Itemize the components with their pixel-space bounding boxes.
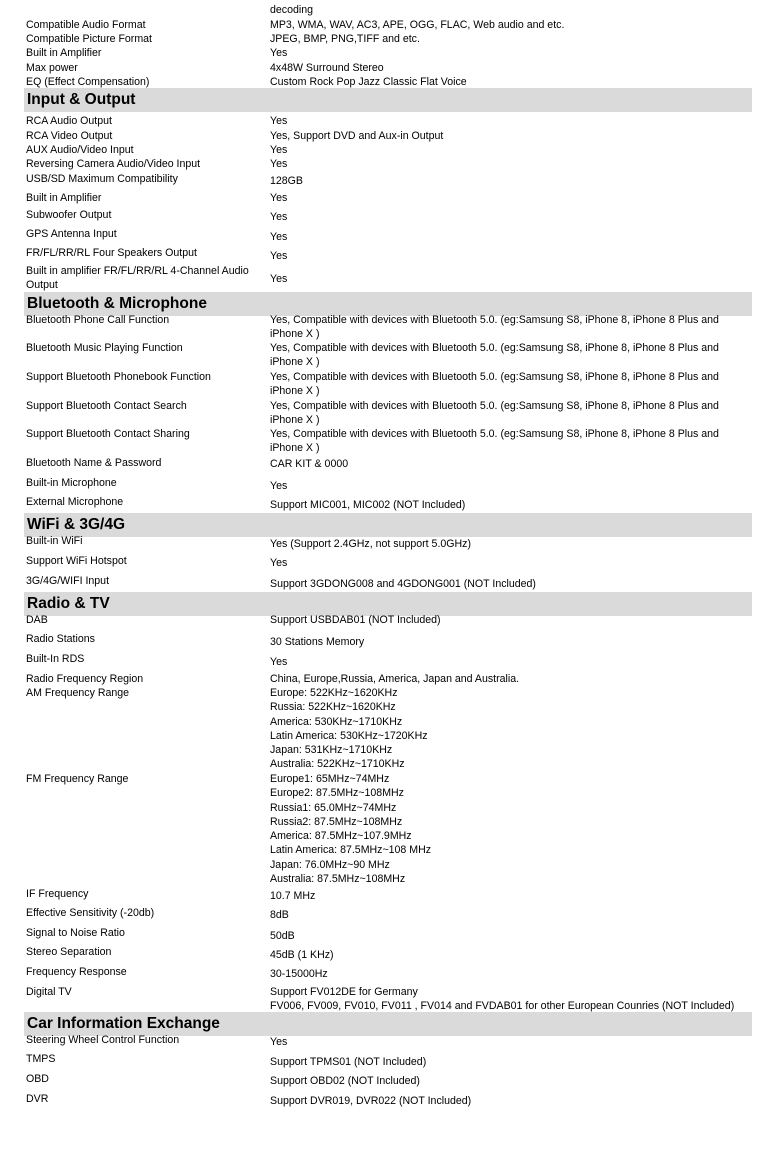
spec-value-line: MP3, WMA, WAV, AC3, APE, OGG, FLAC, Web audio and etc.	[270, 19, 565, 31]
spec-value	[270, 272, 756, 286]
spec-value-line: Support MIC001, MIC002 (NOT Included)	[270, 499, 466, 511]
spec-value-line: Yes	[270, 115, 288, 127]
spec-value	[270, 341, 756, 370]
spec-value-line: Europe2: 87.5MHz~108MHz	[270, 787, 404, 800]
spec-label: Radio Frequency Region	[26, 673, 144, 685]
spec-value-line: iPhone X )	[270, 442, 320, 455]
spec-value	[270, 556, 756, 570]
spec-value	[270, 399, 756, 428]
spec-value	[270, 655, 756, 669]
spec-value-line: 4x48W Surround Stereo	[270, 62, 384, 74]
spec-label: Frequency Response	[26, 966, 127, 978]
spec-value-line: 30 Stations Memory	[270, 636, 365, 648]
spec-value	[270, 498, 756, 512]
spec-value	[270, 3, 756, 17]
spec-value-line: decoding	[270, 4, 314, 16]
spec-value	[270, 1074, 756, 1088]
spec-value	[270, 1035, 756, 1049]
spec-label: Compatible Picture Format	[26, 33, 152, 45]
spec-label: Bluetooth Phone Call Function	[26, 314, 170, 326]
spec-value	[270, 967, 756, 981]
spec-label: RCA Audio Output	[26, 115, 112, 127]
spec-label: Built-In RDS	[26, 653, 85, 665]
spec-value-line: Russia2: 87.5MHz~108MHz	[270, 815, 403, 828]
spec-value-line: Australia: 522KHz~1710KHz	[270, 758, 405, 771]
spec-value-line: China, Europe,Russia, America, Japan and Australia.	[270, 673, 520, 685]
spec-label: Stereo Separation	[26, 946, 112, 958]
spec-label: External Microphone	[26, 496, 124, 508]
spec-value-line: Yes	[270, 480, 288, 492]
spec-value-line: Europe1: 65MHz~74MHz	[270, 773, 390, 785]
spec-label: Support Bluetooth Contact Search	[26, 400, 187, 412]
spec-value-line: Yes	[270, 158, 288, 170]
spec-value	[270, 210, 756, 224]
spec-label: Steering Wheel Control Function	[26, 1034, 180, 1046]
spec-label: Subwoofer Output	[26, 209, 112, 221]
spec-label: OBD	[26, 1073, 49, 1085]
section-title: Bluetooth & Microphone	[27, 295, 207, 312]
spec-label: Radio Stations	[26, 633, 95, 645]
spec-value	[270, 370, 756, 399]
spec-label: AM Frequency Range	[26, 687, 130, 699]
spec-value	[270, 249, 756, 263]
spec-value	[270, 479, 756, 493]
section-header	[24, 88, 752, 112]
spec-value-line: Support FV012DE for Germany	[270, 986, 418, 998]
spec-value-line: Yes, Compatible with devices with Bluetooth 5.0. (eg:Samsung S8, iPhone 8, iPhone 8 Plus and	[270, 400, 719, 412]
spec-value	[270, 672, 756, 686]
spec-label: Effective Sensitivity (-20db)	[26, 907, 155, 919]
spec-label: Digital TV	[26, 986, 72, 998]
spec-value	[270, 457, 756, 471]
spec-label: Support Bluetooth Contact Sharing	[26, 428, 190, 440]
spec-value-line: 30-15000Hz	[270, 968, 328, 980]
spec-label: Built in Amplifier	[26, 47, 102, 59]
spec-value	[270, 114, 756, 128]
spec-label: 3G/4G/WIFI Input	[26, 575, 110, 587]
spec-label: AUX Audio/Video Input	[26, 144, 134, 156]
spec-value-line: Yes	[270, 231, 288, 243]
spec-value-line: iPhone X )	[270, 414, 320, 427]
spec-value	[270, 18, 756, 32]
spec-value-line: Yes	[270, 1036, 288, 1048]
spec-value-line: 8dB	[270, 909, 289, 921]
spec-label: Reversing Camera Audio/Video Input	[26, 158, 201, 170]
spec-value	[270, 948, 756, 962]
spec-label: Built-in Microphone	[26, 477, 117, 489]
spec-value-line: Yes, Compatible with devices with Bluetooth 5.0. (eg:Samsung S8, iPhone 8, iPhone 8 Plus and	[270, 314, 719, 326]
spec-value	[270, 537, 756, 551]
spec-value-line: Support 3GDONG008 and 4GDONG001 (NOT Included)	[270, 578, 536, 590]
spec-label: GPS Antenna Input	[26, 228, 117, 240]
spec-value-line: Latin America: 530KHz~1720KHz	[270, 729, 428, 742]
spec-label: DVR	[26, 1093, 49, 1105]
spec-value	[270, 143, 756, 157]
spec-value-line: Support TPMS01 (NOT Included)	[270, 1056, 427, 1068]
spec-value-line: CAR KIT & 0000	[270, 458, 349, 470]
spec-value-line: Support USBDAB01 (NOT Included)	[270, 614, 441, 626]
spec-value-line: Latin America: 87.5MHz~108 MHz	[270, 844, 432, 857]
spec-value-line: Yes	[270, 250, 288, 262]
spec-value	[270, 577, 756, 591]
section-title: Car Information Exchange	[27, 1015, 220, 1032]
spec-label: Compatible Audio Format	[26, 19, 146, 31]
spec-label: IF Frequency	[26, 888, 89, 900]
spec-value-line: Support DVR019, DVR022 (NOT Included)	[270, 1095, 472, 1107]
spec-value	[270, 174, 756, 188]
spec-value	[270, 686, 756, 772]
spec-value-line: iPhone X )	[270, 356, 320, 369]
spec-value-line: Australia: 87.5MHz~108MHz	[270, 873, 406, 886]
spec-value-line: Japan: 76.0MHz~90 MHz	[270, 858, 390, 871]
spec-label: Support Bluetooth Phonebook Function	[26, 371, 211, 383]
spec-value-line: iPhone X )	[270, 328, 320, 341]
spec-value-line: Yes, Compatible with devices with Bluetooth 5.0. (eg:Samsung S8, iPhone 8, iPhone 8 Plus and	[270, 428, 719, 440]
spec-value-line: Yes	[270, 273, 288, 285]
spec-value-line: Europe: 522KHz~1620KHz	[270, 687, 398, 699]
spec-value-line: Yes, Compatible with devices with Bluetooth 5.0. (eg:Samsung S8, iPhone 8, iPhone 8 Plus and	[270, 342, 719, 354]
section-title: WiFi & 3G/4G	[27, 516, 126, 533]
spec-value	[270, 129, 756, 143]
spec-label: FM Frequency Range	[26, 773, 129, 785]
spec-value	[270, 427, 756, 456]
spec-value-line: Russia: 522KHz~1620KHz	[270, 701, 396, 714]
spec-value-line: Yes (Support 2.4GHz, not support 5.0GHz)	[270, 538, 471, 550]
spec-value-line: Yes	[270, 192, 288, 204]
spec-value-line: Yes	[270, 557, 288, 569]
spec-value	[270, 61, 756, 75]
spec-value-line: America: 530KHz~1710KHz	[270, 715, 403, 728]
spec-value-line: 50dB	[270, 930, 295, 942]
spec-label: DAB	[26, 614, 48, 626]
spec-value	[270, 908, 756, 922]
spec-value-line: America: 87.5MHz~107.9MHz	[270, 830, 412, 843]
spec-value	[270, 46, 756, 60]
spec-label: Built in Amplifier	[26, 192, 102, 204]
spec-value-line: Yes	[270, 656, 288, 668]
spec-value-line: Support OBD02 (NOT Included)	[270, 1075, 420, 1087]
spec-label: Bluetooth Music Playing Function	[26, 342, 183, 354]
spec-label: Max power	[26, 62, 78, 74]
spec-label: Signal to Noise Ratio	[26, 927, 125, 939]
section-title: Input & Output	[27, 91, 136, 108]
spec-label: FR/FL/RR/RL Four Speakers Output	[26, 247, 197, 259]
spec-value	[270, 613, 756, 627]
spec-value	[270, 889, 756, 903]
spec-value	[270, 929, 756, 943]
spec-value-line: Yes	[270, 144, 288, 156]
spec-label: RCA Video Output	[26, 130, 113, 142]
spec-value	[270, 635, 756, 649]
spec-label: EQ (Effect Compensation)	[26, 76, 150, 88]
spec-value	[270, 230, 756, 244]
spec-value-line: iPhone X )	[270, 385, 320, 398]
spec-value	[270, 1055, 756, 1069]
section-title: Radio & TV	[27, 595, 110, 612]
spec-value-line: Japan: 531KHz~1710KHz	[270, 744, 393, 757]
spec-value	[270, 32, 756, 46]
spec-value-line: 10.7 MHz	[270, 890, 316, 902]
spec-value-line: JPEG, BMP, PNG,TIFF and etc.	[270, 33, 420, 45]
spec-value-line: Yes, Compatible with devices with Bluetooth 5.0. (eg:Samsung S8, iPhone 8, iPhone 8 Plus and	[270, 371, 719, 383]
spec-label: USB/SD Maximum Compatibility	[26, 173, 178, 185]
spec-value-line: Yes	[270, 47, 288, 59]
spec-label: TMPS	[26, 1053, 56, 1065]
spec-value	[270, 313, 756, 342]
spec-value	[270, 1094, 756, 1108]
spec-value	[270, 985, 756, 1014]
spec-value-line: Russia1: 65.0MHz~74MHz	[270, 801, 397, 814]
spec-label: Bluetooth Name & Password	[26, 457, 162, 469]
spec-value-line: 45dB (1 KHz)	[270, 949, 334, 961]
spec-label: Support WiFi Hotspot	[26, 555, 127, 567]
spec-value-line: FV006, FV009, FV010, FV011 , FV014 and FVDAB01 for other European Counries (NOT Included)	[270, 1000, 735, 1013]
spec-value	[270, 772, 756, 886]
spec-value	[270, 191, 756, 205]
spec-value-line: Yes, Support DVD and Aux-in Output	[270, 130, 444, 142]
spec-value-line: Custom Rock Pop Jazz Classic Flat Voice	[270, 76, 467, 88]
spec-value-line: 128GB	[270, 175, 303, 187]
spec-value-line: Yes	[270, 211, 288, 223]
spec-label: Built-in WiFi	[26, 535, 83, 547]
spec-label: Built in amplifier FR/FL/RR/RL 4-Channel Audio Output	[26, 265, 249, 292]
spec-value	[270, 157, 756, 171]
